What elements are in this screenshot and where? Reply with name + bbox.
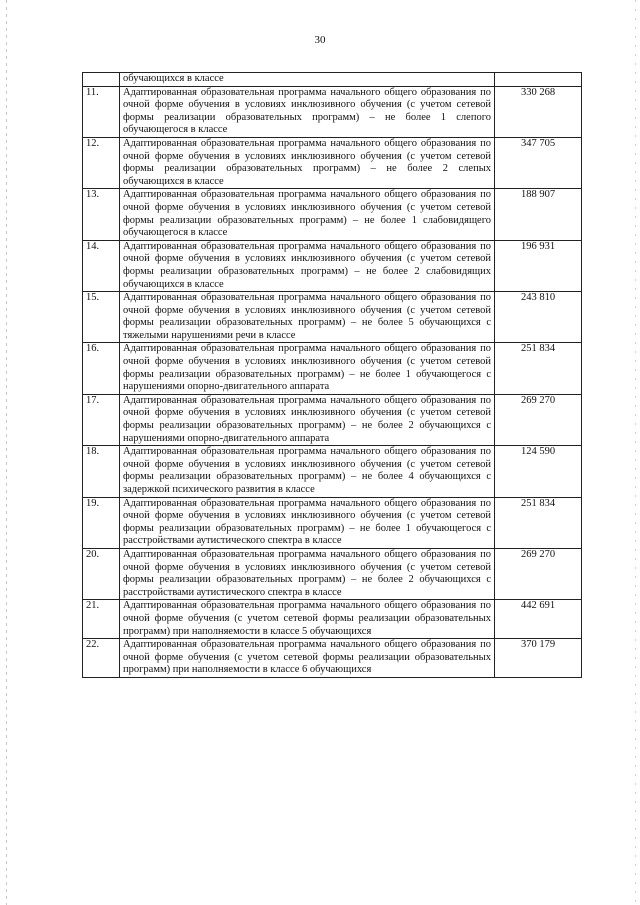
row-description: Адаптированная образовательная программа начального общего образования по очной форме обучения в условиях инклюзивного обучения (с учетом сетевой формы реализации образовательных программ) – не более 1 слепого обучающегося в классе (120, 86, 495, 137)
row-number: 22. (83, 639, 120, 678)
row-value: 251 834 (495, 497, 582, 548)
row-value: 196 931 (495, 240, 582, 291)
row-value: 347 705 (495, 137, 582, 188)
scan-edge-left (6, 0, 7, 905)
row-description: Адаптированная образовательная программа начального общего образования по очной форме обучения в условиях инклюзивного обучения (с учетом сетевой формы реализации образовательных программ) – не более 1 слабовидящего обучающегося в классе (120, 189, 495, 240)
table-row (83, 497, 582, 548)
row-value: 243 810 (495, 292, 582, 343)
table-row (83, 446, 582, 497)
table-row (83, 240, 582, 291)
table-row (83, 600, 582, 639)
table-row (83, 86, 582, 137)
row-value-cell (495, 73, 582, 87)
row-description: Адаптированная образовательная программа начального общего образования по очной форме обучения в условиях инклюзивного обучения (с учетом сетевой формы реализации образовательных программ) – не более 5 обучающихся с тяжелыми нарушениями речи в классе (120, 292, 495, 343)
row-value: 188 907 (495, 189, 582, 240)
table-row (83, 189, 582, 240)
row-number: 12. (83, 137, 120, 188)
row-value: 269 270 (495, 548, 582, 599)
row-number: 16. (83, 343, 120, 394)
row-description: Адаптированная образовательная программа начального общего образования по очной форме обучения в условиях инклюзивного обучения (с учетом сетевой формы реализации образовательных программ) – не более 2 слепых обучающихся в классе (120, 137, 495, 188)
row-value: 269 270 (495, 394, 582, 445)
table-row (83, 343, 582, 394)
row-number: 18. (83, 446, 120, 497)
row-value: 442 691 (495, 600, 582, 639)
table-body (83, 73, 582, 678)
cost-table (82, 72, 582, 678)
table-row (83, 639, 582, 678)
scan-edge-right (635, 0, 636, 905)
row-number: 14. (83, 240, 120, 291)
row-number: 21. (83, 600, 120, 639)
row-description: Адаптированная образовательная программа начального общего образования по очной форме обучения в условиях инклюзивного обучения (с учетом сетевой формы реализации образовательных программ) – не более 4 обучающихся с задержкой психического развития в классе (120, 446, 495, 497)
row-description: Адаптированная образовательная программа начального общего образования по очной форме обучения (с учетом сетевой формы реализации образовательных программ) при наполняемости в классе 5 обучающихся (120, 600, 495, 639)
row-value: 330 268 (495, 86, 582, 137)
row-value: 251 834 (495, 343, 582, 394)
row-description: Адаптированная образовательная программа начального общего образования по очной форме обучения в условиях инклюзивного обучения (с учетом сетевой формы реализации образовательных программ) – не более 1 обучающегося с расстройствами аутистического спектра в классе (120, 497, 495, 548)
table-row (83, 548, 582, 599)
table-row (83, 137, 582, 188)
row-number: 17. (83, 394, 120, 445)
page-number: 30 (314, 34, 326, 46)
row-number-cell (83, 73, 120, 87)
row-description: Адаптированная образовательная программа начального общего образования по очной форме обучения (с учетом сетевой формы реализации образовательных программ) при наполняемости в классе 6 обучающихся (120, 639, 495, 678)
row-description: Адаптированная образовательная программа начального общего образования по очной форме обучения в условиях инклюзивного обучения (с учетом сетевой формы реализации образовательных программ) – не более 1 обучающегося с нарушениями опорно-двигательного аппарата (120, 343, 495, 394)
row-number: 15. (83, 292, 120, 343)
row-description-cell: обучающихся в классе (120, 73, 495, 87)
row-description: Адаптированная образовательная программа начального общего образования по очной форме обучения в условиях инклюзивного обучения (с учетом сетевой формы реализации образовательных программ) – не более 2 обучающихся с нарушениями опорно-двигательного аппарата (120, 394, 495, 445)
row-number: 13. (83, 189, 120, 240)
row-description: Адаптированная образовательная программа начального общего образования по очной форме обучения в условиях инклюзивного обучения (с учетом сетевой формы реализации образовательных программ) – не более 2 обучающихся с расстройствами аутистического спектра в классе (120, 548, 495, 599)
row-number: 11. (83, 86, 120, 137)
row-value: 370 179 (495, 639, 582, 678)
table-row (83, 292, 582, 343)
row-number: 19. (83, 497, 120, 548)
row-description: Адаптированная образовательная программа начального общего образования по очной форме обучения в условиях инклюзивного обучения (с учетом сетевой формы реализации образовательных программ) – не более 2 слабовидящих обучающихся в классе (120, 240, 495, 291)
table-row (83, 394, 582, 445)
row-value: 124 590 (495, 446, 582, 497)
table-row-continuation (83, 73, 582, 87)
row-number: 20. (83, 548, 120, 599)
